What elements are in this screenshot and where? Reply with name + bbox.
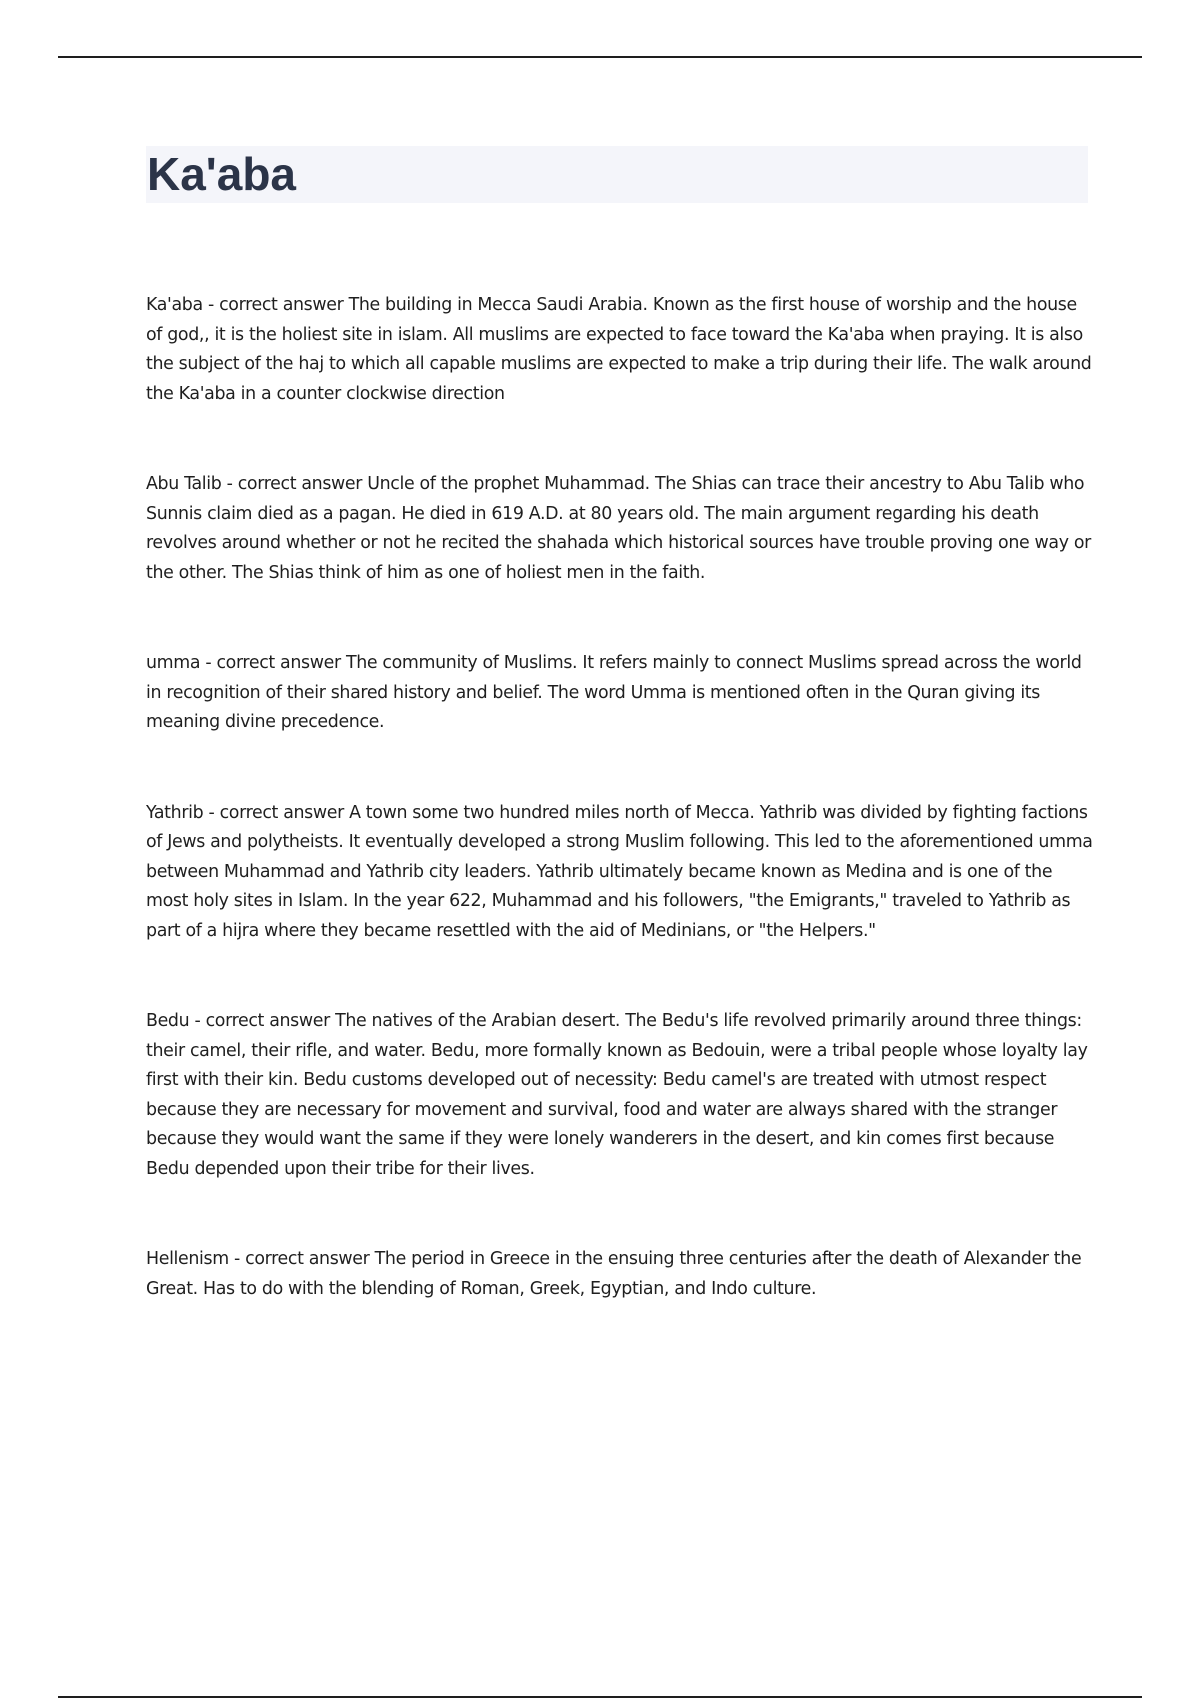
title-banner: [146, 146, 1088, 203]
top-divider: [58, 56, 1142, 58]
entry-yathrib: Yathrib - correct answer A town some two hundred miles north of Mecca. Yathrib was divided by fighting factions of Jews and polytheists. It eventually developed a strong Muslim following. This led to the aforementioned umma between Muhammad and Yathrib city leaders. Yathrib ultimately became known as Medina and is one of the most holy sites in Islam. In the year 622, Muhammad and his followers, "the Emigrants," traveled to Yathrib as part of a hijra where they became resettled with the aid of Medinians, or "the Helpers.": [146, 802, 1093, 941]
entry-umma: umma - correct answer The community of Muslims. It refers mainly to connect Muslims spread across the world in recognition of their shared history and belief. The word Umma is mentioned often in the Quran giving its meaning divine precedence.: [146, 653, 1082, 732]
page-title: Ka'aba: [147, 148, 297, 200]
flashcard-list: [146, 291, 1096, 1365]
entry-kaaba: Ka'aba - correct answer The building in Mecca Saudi Arabia. Known as the first house of worship and the house of god,, it is the holiest site in islam. All muslims are expected to face toward the Ka'aba when praying. It is also the subject of the haj to which all capable muslims are expected to make a trip during their life. The walk around the Ka'aba in a counter clockwise direction: [146, 295, 1092, 404]
entry-bedu: Bedu - correct answer The natives of the Arabian desert. The Bedu's life revolved primarily around three things: their camel, their rifle, and water. Bedu, more formally known as Bedouin, were a tribal people whose loyalty lay first with their kin. Bedu customs developed out of necessity: Bedu camel's are treated with utmost respect because they are necessary for movement and survival, food and water are always shared with the stranger because they would want the same if they were lonely wanderers in the desert, and kin comes first because Bedu depended upon their tribe for their lives.: [146, 1011, 1088, 1179]
entry-hellenism: Hellenism - correct answer The period in Greece in the ensuing three centuries after the death of Alexander the Great. Has to do with the blending of Roman, Greek, Egyptian, and Indo culture.: [146, 1249, 1082, 1299]
entry-abu-talib: Abu Talib - correct answer Uncle of the prophet Muhammad. The Shias can trace their ancestry to Abu Talib who Sunnis claim died as a pagan. He died in 619 A.D. at 80 years old. The main argument regarding his death revolves around whether or not he recited the shahada which historical sources have trouble proving one way or the other. The Shias think of him as one of holiest men in the faith.: [146, 474, 1091, 583]
bottom-divider: [58, 1696, 1142, 1698]
